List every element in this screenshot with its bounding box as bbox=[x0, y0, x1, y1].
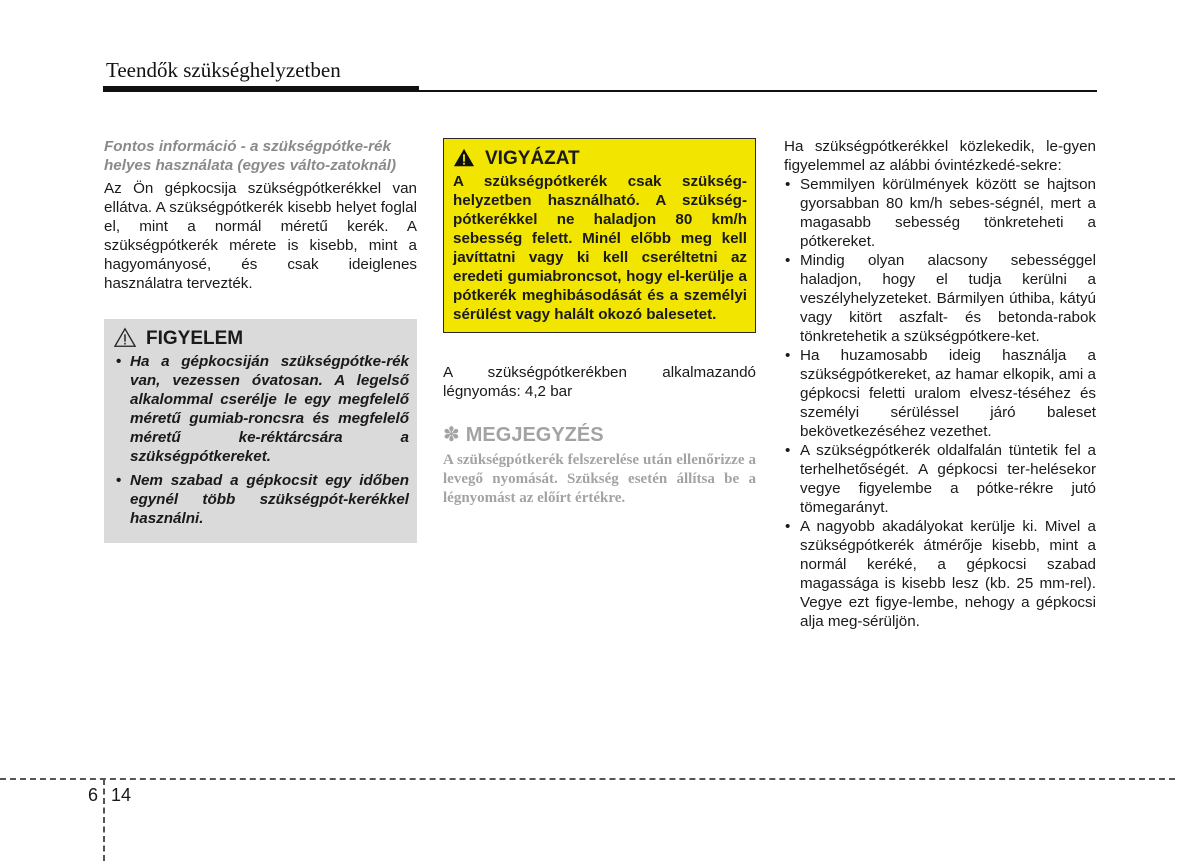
precautions-intro: Ha szükségpótkerékkel közlekedik, le-gyen figyelemmel az alábbi óvintézkedé-sekre: bbox=[784, 138, 1096, 174]
precaution-item: • Mindig olyan alacsony sebességgel haladjon, hogy el tudja kerülni a veszélyhelyzeteket. Bármilyen úthiba, kátyú vagy kitört aszfalt- és betonda-rabok tönkretehetik a szükségpótkere-ket. bbox=[784, 251, 1096, 346]
precaution-item: • Semmilyen körülmények között se hajtson gyorsabban 80 km/h sebes-ségnél, mert a magasabb sebesség tönkreteheti a pótkereket. bbox=[784, 175, 1096, 251]
warning-header bbox=[114, 327, 409, 349]
info-paragraph: Az Ön gépkocsija szükségpótkerékkel van ellátva. A szükségpótkerék kisebb helyet foglal el, mint a normál méretű kerék. A szükségpótkerék mérete is kisebb, mint a hagyományosé, és csak ideiglenes használatra tervezték. bbox=[104, 180, 417, 292]
warning-triangle-icon bbox=[114, 327, 136, 349]
header-rule-thick bbox=[103, 86, 419, 92]
note-header bbox=[443, 423, 756, 447]
tire-pressure-text: A szükségpótkerékben alkalmazandó légnyomás: 4,2 bar bbox=[443, 364, 756, 400]
note-title: MEGJEGYZÉS bbox=[465, 424, 604, 446]
warning-title: FIGYELEM bbox=[146, 327, 244, 349]
note-star-icon: ✽ bbox=[443, 424, 460, 446]
column-3 bbox=[784, 137, 1096, 631]
column-1 bbox=[104, 137, 417, 543]
page-header-title: Teendők szükséghelyzetben bbox=[106, 58, 341, 82]
warning-item: • Nem szabad a gépkocsit egy időben egynél több szükségpót-kerékkel használni. bbox=[114, 471, 409, 528]
caution-title: VIGYÁZAT bbox=[485, 147, 580, 169]
footer-chapter-number: 6 bbox=[88, 785, 99, 805]
column-2 bbox=[443, 138, 756, 508]
note-text: A szükségpótkerék felszerelése után ellenőrizze a levegő nyomását. Szükség esetén állítsa be a légnyomást az előírt értékre. bbox=[443, 452, 756, 506]
caution-header bbox=[453, 147, 747, 169]
info-title: Fontos információ - a szükségpótke-rék helyes használata (egyes válto-zatoknál) bbox=[104, 138, 397, 174]
precautions-list bbox=[784, 175, 1096, 631]
footer-dashed-rule bbox=[0, 778, 1175, 780]
precaution-item: • Ha huzamosabb ideig használja a szükségpótkereket, az hamar elkopik, ami a gépkocsi feletti uralom elvesz-téséhez és személyi sérüléssel járó baleset bekövetkezéséhez vezethet. bbox=[784, 346, 1096, 441]
warning-list bbox=[114, 352, 409, 528]
warning-box bbox=[104, 319, 417, 543]
footer-vertical-rule bbox=[103, 779, 105, 861]
caution-box bbox=[443, 138, 756, 333]
footer-page-number: 14 bbox=[111, 785, 132, 805]
caution-text: A szükségpótkerék csak szükség-helyzetben használható. A szükség-pótkerékkel ne haladjon 80 km/h sebesség felett. Minél előbb meg kell javíttatni vagy ki kell cseréltetni az eredeti gumiabroncsot, hogy el-kerülje a pótkerék meghibásodását és a személyi sérülést vagy halált okozó balesetet. bbox=[453, 173, 747, 323]
warning-item: • Ha a gépkocsiján szükségpótke-rék van, vezessen óvatosan. A legelső alkalommal cserélje le egy megfelelő méretű gumiab-roncsra és megfelelő méretű ke-réktárcsára a szükségpótkereket. bbox=[114, 352, 409, 466]
caution-triangle-icon bbox=[453, 147, 475, 169]
header-rule-thin bbox=[419, 90, 1097, 92]
precaution-item: • A szükségpótkerék oldalfalán tüntetik fel a terhelhetőségét. A gépkocsi ter-helésekor vegye figyelembe a pótke-rékre jutó tömegarányt. bbox=[784, 441, 1096, 517]
precaution-item: • A nagyobb akadályokat kerülje ki. Mivel a szükségpótkerék átmérője kisebb, mint a normál keréké, a gépkocsi szabad magassága is kisebb lesz (kb. 25 mm-rel). Vegye ezt figye-lembe, nehogy a gépkocsi alja meg-sérüljön. bbox=[784, 517, 1096, 631]
